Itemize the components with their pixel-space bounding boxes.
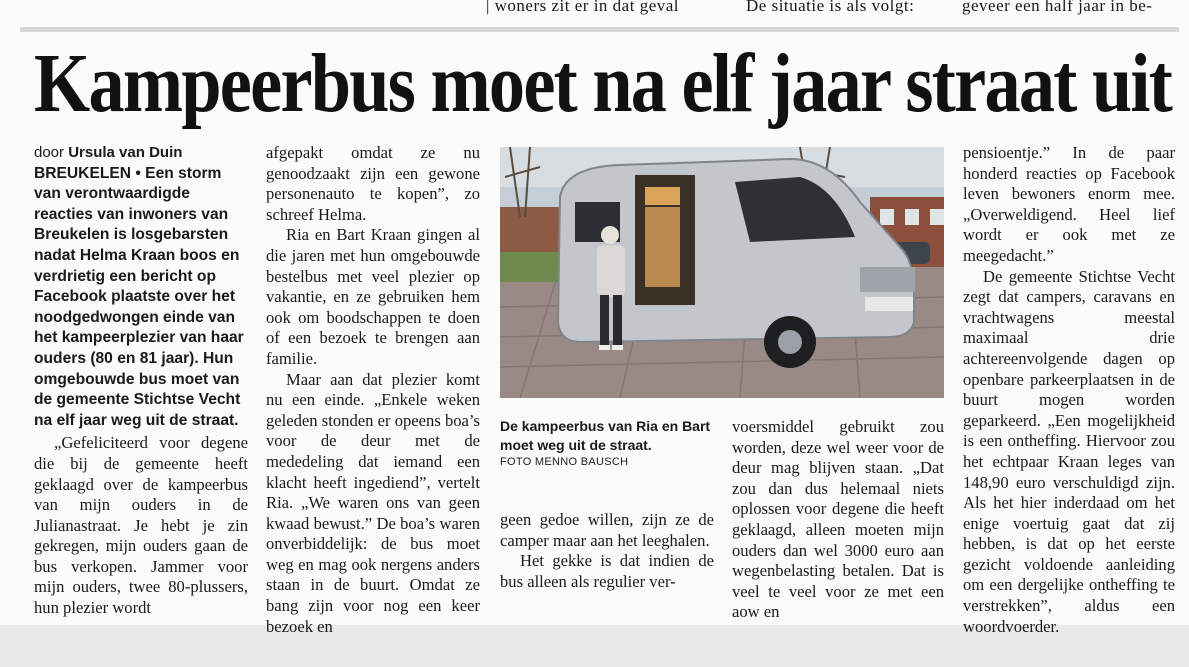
column-1 bbox=[34, 143, 248, 619]
column-rule: | bbox=[486, 0, 495, 15]
byline-author: Ursula van Duin bbox=[68, 144, 183, 161]
top-strip-col2-text: woners zit er in dat geval bbox=[494, 0, 680, 15]
photo-caption: De kampeerbus van Ria en Bart moet weg uit de straat. bbox=[500, 418, 711, 453]
col3-paragraph-2: Het gekke is dat indien de bus alleen als regulier ver- bbox=[500, 551, 714, 591]
col5-paragraph-1: pensioentje.” In de paar honderd reacties op Facebook leven bewoners enorm mee. „Overweldigend. Heel lief wordt er ook met ze meegedacht.” bbox=[963, 143, 1175, 265]
byline bbox=[34, 143, 248, 164]
col5-paragraph-2: De gemeente Stichtse Vecht zegt dat campers, caravans en vrachtwagens meestal maximaal drie achtereenvolgende dagen op openbare parkeerplaatsen in de buurt mogen worden geparkeerd. „Een mogelijkheid is een ontheffing. Hiervoor zou het echtpaar Kraan leges van 148,90 euro verschuldigd zijn. Als het hier inderdaad om het enige voertuig gaat dat zij hebben, is dat op het eerste gezicht voldoende aanleiding om een dergelijke ontheffing te verstrekken”, aldus een woordvoerder. bbox=[963, 266, 1175, 636]
top-strip-col4: geveer een half jaar in be- bbox=[962, 0, 1153, 15]
column-4 bbox=[732, 417, 944, 623]
photo-illustration bbox=[500, 147, 944, 398]
lead-text: Een storm van verontwaardigde reacties van inwoners van Breukelen is losgebarsten nadat Helma Kraan boos en verdrietig een bericht op Facebook plaatste over het noodgedwongen einde van het kampeerplezier van haar ouders (80 en 81 jaar). Hun omgebouwde bus moet van de gemeente Stichtse Vecht na elf jaar weg uit de straat. bbox=[34, 164, 244, 429]
column-2 bbox=[266, 143, 480, 637]
top-divider bbox=[20, 27, 1179, 32]
byline-prefix: door bbox=[34, 144, 65, 161]
top-strip-col3: De situatie is als volgt: bbox=[746, 0, 915, 15]
col3-paragraph-1: geen gedoe willen, zijn ze de camper maar aan het leeghalen. bbox=[500, 510, 714, 550]
col2-paragraph-1: afgepakt omdat ze nu genoodzaakt zijn een gewone personenauto te kopen”, zo schreef Helma. bbox=[266, 143, 480, 224]
col4-paragraph-1: voersmiddel gebruikt zou worden, deze wel weer voor de deur mag blijven staan. „Dat zou dan dus helemaal niets oplossen voor degene die heeft geklaagd, alleen moeten mijn ouders dan wel 3000 euro aan wegenbelasting betalen. Dat is veel te veel voor ze met een aow en bbox=[732, 417, 944, 622]
top-strip-col2 bbox=[486, 0, 679, 16]
col2-paragraph-2: Ria en Bart Kraan gingen al die jaren met hun omgebouwde bestelbus met veel plezier op vakantie, en ze gebruiken hem ook om boodschappen te doen of een bezoek te brengen aan familie. bbox=[266, 225, 480, 368]
lead-paragraph bbox=[34, 164, 248, 432]
col2-paragraph-3: Maar aan dat plezier komt nu een einde. „Enkele weken geleden stonden er opeens boa’s voor de deur met de mededeling dat iemand een klacht heeft ingediend”, vertelt Ria. „We waren ons van geen kwaad bewust.” De boa’s waren onverbiddelijk: de bus moet weg en mag ook nergens anders staan in de buurt. Omdat ze bang zijn voor nog een keer bezoek en bbox=[266, 369, 480, 636]
col1-paragraph: „Gefeliciteerd voor degene die bij de gemeente heeft geklaagd over de kampeerbus van mijn ouders in de Julianastraat. Je hebt je zin gekregen, mijn ouders gaan de bus verkopen. Jammer voor mijn ouders, twee 80-plussers, hun plezier wordt bbox=[34, 433, 248, 618]
headline: Kampeerbus moet na elf jaar straat uit bbox=[34, 37, 1172, 130]
photo-credit: FOTO MENNO BAUSCH bbox=[500, 456, 629, 468]
column-3 bbox=[500, 510, 714, 592]
column-5 bbox=[963, 143, 1175, 637]
dateline: BREUKELEN • bbox=[34, 164, 141, 182]
campervan-photo bbox=[500, 147, 944, 398]
